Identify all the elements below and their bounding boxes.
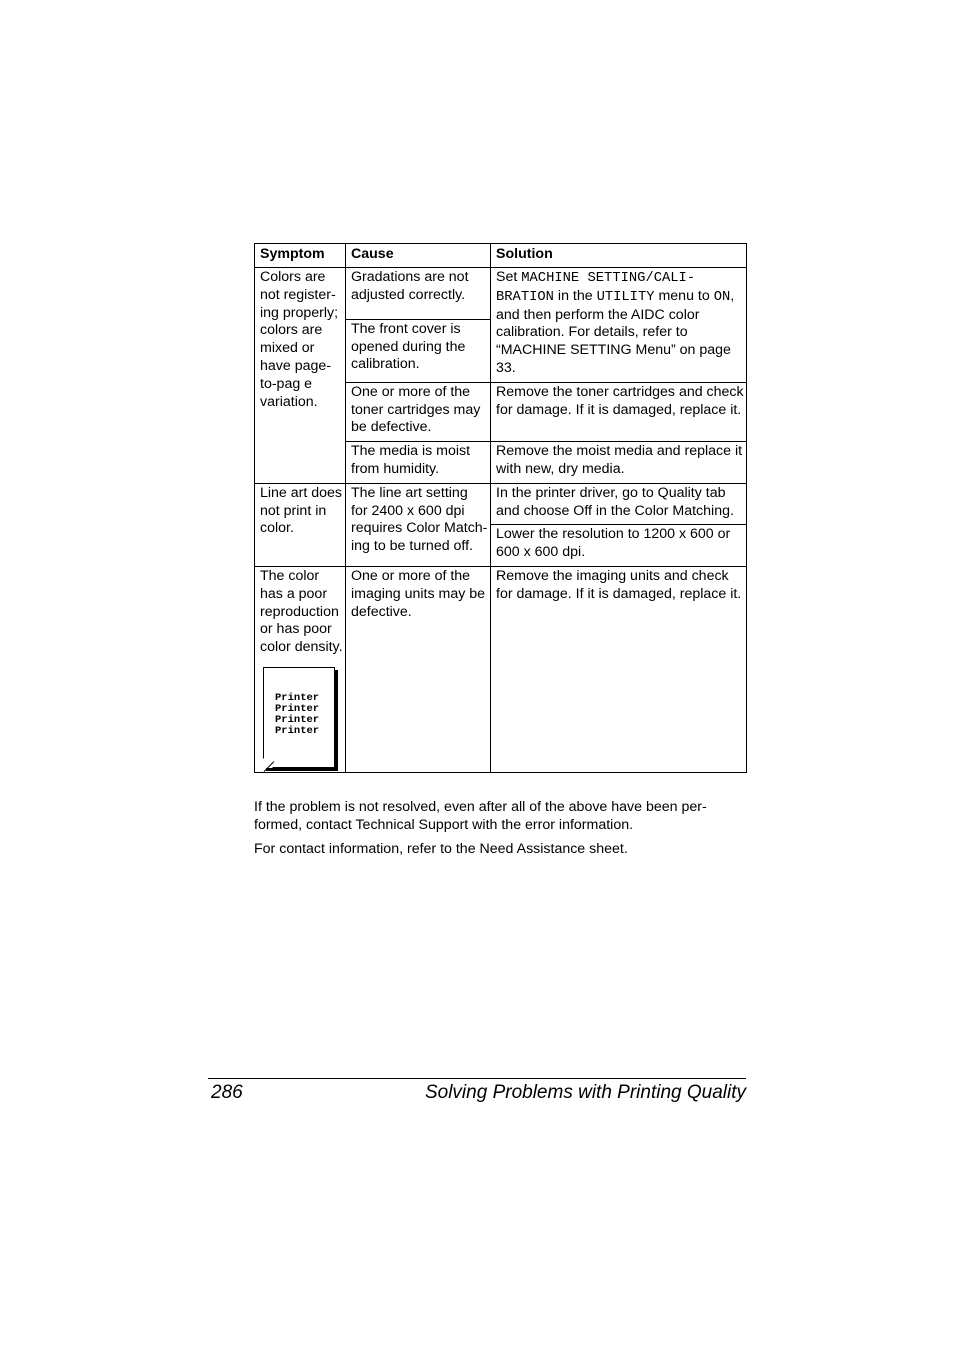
cause-cell: Gradations are not adjusted correctly.	[346, 268, 491, 320]
cause-cell: One or more of the imaging units may be defective.	[346, 566, 491, 772]
menu-name: UTILITY	[596, 289, 655, 305]
solution-cell: Remove the imaging units and check for damage. If it is damaged, replace it.	[491, 566, 747, 772]
printed-page-sample-icon	[263, 667, 335, 768]
sample-text: Printer Printer Printer Printer	[275, 691, 320, 737]
symptom-cell: Colors are not register-ing properly; colors are mixed or have page-to-pag e variation.	[255, 268, 346, 484]
cause-cell: The line art setting for 2400 x 600 dpi requires Color Match-ing to be turned off.	[346, 483, 491, 566]
symptom-text: The color has a poor reproduction or has poor color density.	[260, 567, 343, 656]
header-cause: Cause	[346, 244, 491, 268]
body-paragraph: If the problem is not resolved, even after all of the above have been per-formed, contact Technical Support with the error information.	[254, 799, 707, 833]
page-number: 286	[211, 1082, 243, 1103]
table-header-row	[255, 244, 747, 268]
header-symptom: Symptom	[255, 244, 346, 268]
cause-cell: The front cover is opened during the calibration.	[346, 319, 491, 382]
table-row	[255, 268, 747, 320]
footer-rule	[208, 1078, 746, 1079]
solution-cell: Remove the moist media and replace it with new, dry media.	[491, 442, 747, 484]
table-row	[255, 566, 747, 772]
solution-cell: Set MACHINE SETTING/CALI-BRATION in the UTILITY menu to ON, and then perform the AIDC color calibration. For details, refer to “MACHINE SETTING Menu” on page 33.	[491, 268, 747, 383]
symptom-cell	[255, 566, 346, 772]
symptom-cell: Line art does not print in color.	[255, 483, 346, 566]
solution-cell: Remove the toner cartridges and check for damage. If it is damaged, replace it.	[491, 382, 747, 441]
menu-path: MACHINE SETTING/CALI-BRATION	[496, 271, 696, 305]
table-row	[255, 483, 747, 525]
body-paragraph: For contact information, refer to the Need Assistance sheet.	[254, 841, 628, 857]
header-solution: Solution	[491, 244, 747, 268]
cause-cell: The media is moist from humidity.	[346, 442, 491, 484]
cause-cell: One or more of the toner cartridges may be defective.	[346, 382, 491, 441]
solution-cell: In the printer driver, go to Quality tab and choose Off in the Color Matching.	[491, 483, 747, 525]
solution-cell: Lower the resolution to 1200 x 600 or 600 x 600 dpi.	[491, 525, 747, 567]
setting-value: ON	[713, 289, 731, 305]
running-footer-title: Solving Problems with Printing Quality	[424, 1082, 746, 1103]
troubleshooting-table	[254, 243, 747, 773]
